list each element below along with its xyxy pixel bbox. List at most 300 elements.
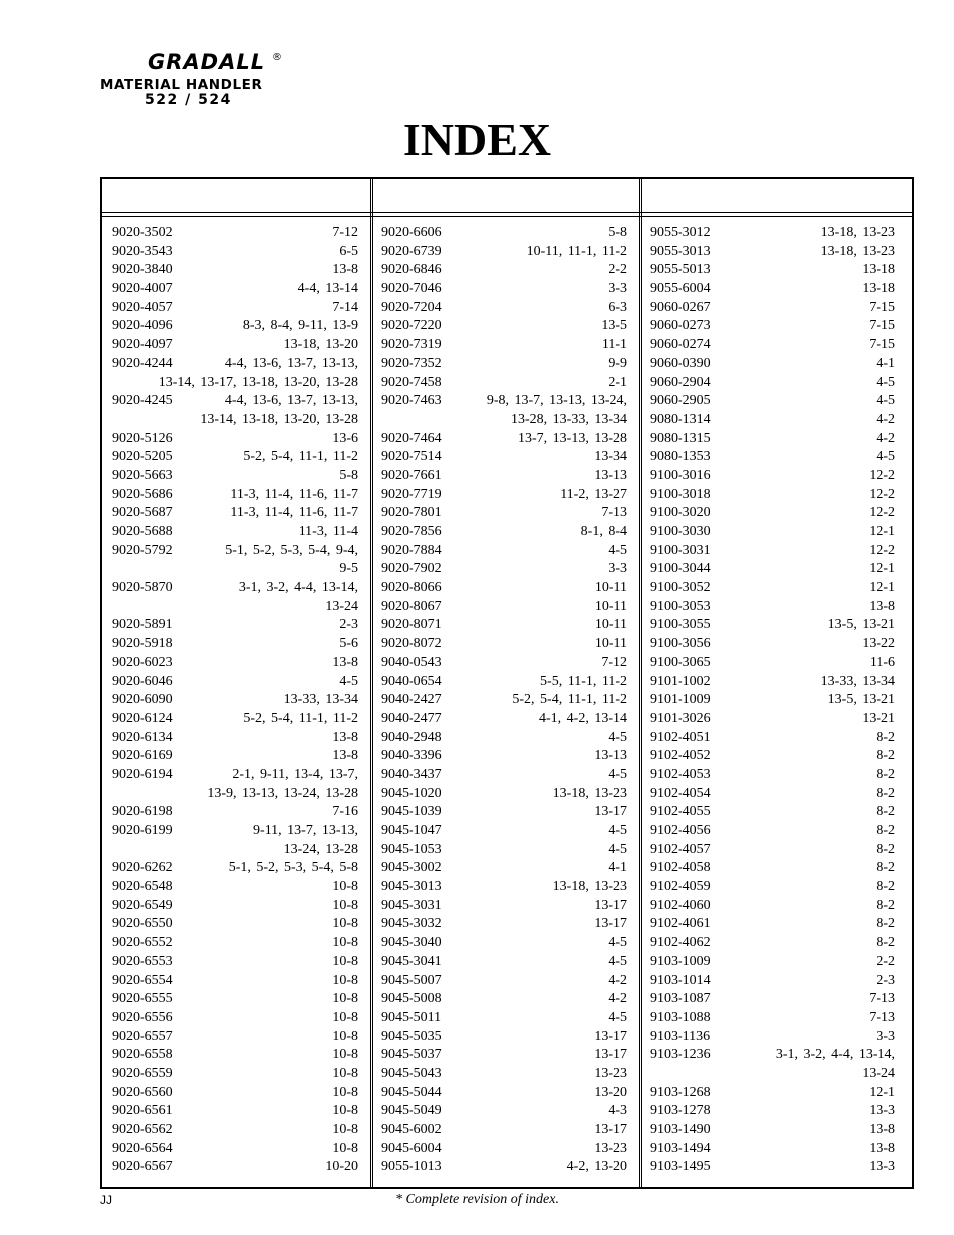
index-entry — [112, 280, 358, 299]
index-entry — [381, 448, 627, 467]
part-number: 9100-3018 — [650, 486, 711, 502]
index-entry — [381, 1140, 627, 1159]
page-reference: 13-18 — [860, 280, 895, 299]
index-entry — [381, 430, 627, 449]
index-entry — [650, 243, 895, 262]
part-number: 9020-4244 — [112, 355, 173, 371]
page-reference: 8-2 — [874, 897, 895, 916]
page-reference: 13-8 — [867, 598, 895, 617]
index-entry — [112, 1009, 358, 1028]
page-reference: 8-2 — [874, 859, 895, 878]
part-number: 9020-3543 — [112, 243, 173, 259]
part-number: 9045-6002 — [381, 1122, 442, 1137]
page-reference: 10-8 — [330, 1028, 358, 1047]
part-number: 9020-4096 — [112, 318, 173, 334]
index-entry — [650, 411, 895, 430]
part-number: 9040-3396 — [381, 748, 442, 764]
index-entry — [650, 355, 895, 374]
index-entry — [381, 504, 627, 523]
page-reference: 4-5 — [606, 1009, 627, 1028]
index-entry — [381, 878, 627, 897]
page-reference: 13-17 — [592, 803, 627, 822]
page-reference: 13-3 — [867, 1158, 895, 1177]
part-number: 9045-5043 — [381, 1065, 442, 1081]
part-number: 9020-5687 — [112, 505, 173, 521]
page-reference: 4-4, 13-14 — [296, 280, 358, 299]
page-reference: 13-18, 13-23 — [551, 878, 627, 897]
page-reference: 4-5 — [874, 448, 895, 467]
part-number: 9060-2904 — [650, 374, 711, 390]
index-entry — [650, 972, 895, 991]
page-reference: 10-11, 11-1, 11-2 — [525, 243, 627, 262]
part-number: 9020-7514 — [381, 449, 442, 465]
part-number: 9102-4060 — [650, 897, 711, 913]
page-reference: 5-1, 5-2, 5-3, 5-4, 5-8 — [227, 859, 358, 878]
page-reference: 7-12 — [330, 224, 358, 243]
part-number: 9020-7856 — [381, 524, 442, 539]
index-entry — [112, 878, 358, 897]
index-entry — [112, 934, 358, 953]
page-reference: 12-2 — [867, 486, 895, 505]
index-entry — [112, 598, 358, 617]
page-reference: 4-5 — [606, 934, 627, 953]
index-entry — [112, 972, 358, 991]
page-reference: 4-4, 13-6, 13-7, 13-13, — [223, 355, 358, 374]
logo-brand: GRADALL — [148, 50, 266, 74]
part-number: 9103-1490 — [650, 1122, 711, 1137]
page-reference: 2-3 — [337, 616, 358, 635]
page-reference: 13-8 — [330, 261, 358, 280]
page-reference: 13-6 — [330, 430, 358, 449]
part-number: 9020-6552 — [112, 935, 173, 951]
index-entry — [650, 915, 895, 934]
index-entry — [112, 579, 358, 598]
index-entry — [650, 448, 895, 467]
page-reference: 9-11, 13-7, 13-13, — [251, 822, 358, 841]
part-number: 9102-4055 — [650, 804, 711, 820]
part-number: 9040-3437 — [381, 766, 442, 782]
part-number: 9102-4057 — [650, 841, 711, 857]
part-number: 9103-1009 — [650, 953, 711, 969]
part-number: 9045-3040 — [381, 935, 442, 951]
part-number: 9045-6004 — [381, 1140, 442, 1156]
index-entry — [381, 747, 627, 766]
page-reference: 11-2, 13-27 — [558, 486, 627, 505]
part-number: 9020-7661 — [381, 467, 442, 483]
index-entry — [381, 635, 627, 654]
index-entry — [650, 317, 895, 336]
page-reference: 12-2 — [867, 542, 895, 561]
page-reference: 8-2 — [874, 785, 895, 804]
footer-note: * Complete revision of index. — [395, 1192, 559, 1207]
part-number: 9020-6262 — [112, 860, 173, 876]
part-number: 9102-4059 — [650, 879, 711, 895]
index-entry — [112, 1046, 358, 1065]
page-reference: 5-8 — [337, 467, 358, 486]
page-reference: 13-5, 13-21 — [826, 616, 895, 635]
index-entry — [650, 560, 895, 579]
index-entry — [650, 261, 895, 280]
index-entry — [112, 448, 358, 467]
part-number: 9102-4054 — [650, 785, 711, 801]
page-reference: 5-1, 5-2, 5-3, 5-4, 9-4, — [223, 542, 358, 561]
page-title: INDEX — [402, 114, 552, 165]
page-reference: 4-1 — [874, 355, 895, 374]
part-number: 9100-3020 — [650, 505, 711, 521]
index-entry — [381, 411, 627, 430]
index-entry — [381, 822, 627, 841]
index-entry — [650, 897, 895, 916]
page-reference: 7-13 — [599, 504, 627, 523]
index-entry — [650, 729, 895, 748]
page-reference: 13-13 — [592, 747, 627, 766]
index-entry — [112, 691, 358, 710]
page-reference: 4-5 — [606, 729, 627, 748]
page-reference: 3-3 — [606, 280, 627, 299]
page-reference: 3-1, 3-2, 4-4, 13-14, — [237, 579, 358, 598]
page-reference: 4-5 — [337, 673, 358, 692]
index-entry — [381, 299, 627, 318]
page-reference: 4-5 — [874, 392, 895, 411]
part-number: 9020-5688 — [112, 524, 173, 539]
part-number: 9020-6567 — [112, 1159, 173, 1175]
index-entry — [650, 822, 895, 841]
part-number: 9020-7319 — [381, 337, 442, 353]
part-number: 9055-6004 — [650, 281, 711, 297]
part-number: 9020-7458 — [381, 374, 442, 390]
page-reference: 8-2 — [874, 747, 895, 766]
index-entry — [381, 243, 627, 262]
part-number: 9020-7884 — [381, 542, 442, 558]
part-number: 9020-8071 — [381, 617, 442, 633]
part-number: 9020-6554 — [112, 972, 173, 988]
index-entry — [112, 243, 358, 262]
index-entry — [112, 430, 358, 449]
page-reference: 11-3, 11-4 — [297, 523, 358, 542]
index-entry — [650, 710, 895, 729]
part-number: 9020-8072 — [381, 636, 442, 652]
part-number: 9080-1315 — [650, 430, 711, 446]
part-number: 9020-6090 — [112, 692, 173, 708]
index-entry — [112, 523, 358, 542]
page-reference: 8-3, 8-4, 9-11, 13-9 — [241, 317, 358, 336]
index-entry — [650, 579, 895, 598]
page-reference: 9-9 — [606, 355, 627, 374]
page-reference: 13-24, 13-28 — [282, 841, 358, 860]
part-number: 9040-0543 — [381, 654, 442, 670]
index-entry — [112, 392, 358, 411]
page-reference: 4-5 — [606, 766, 627, 785]
page-reference: 13-8 — [330, 654, 358, 673]
index-entry — [112, 616, 358, 635]
part-number: 9101-1009 — [650, 692, 711, 708]
index-entry — [381, 467, 627, 486]
page-reference: 8-2 — [874, 766, 895, 785]
index-entry — [650, 934, 895, 953]
logo-registered-mark: ® — [272, 52, 282, 63]
index-entry — [112, 504, 358, 523]
page-reference: 4-2 — [874, 430, 895, 449]
index-entry — [650, 430, 895, 449]
part-number: 9102-4062 — [650, 935, 711, 951]
index-entry — [650, 616, 895, 635]
part-number: 9102-4061 — [650, 916, 711, 932]
index-entry — [381, 1121, 627, 1140]
page-reference: 11-1 — [600, 336, 627, 355]
page-reference: 12-1 — [867, 579, 895, 598]
page-reference: 10-8 — [330, 972, 358, 991]
part-number: 9020-6553 — [112, 953, 173, 969]
index-entry — [381, 859, 627, 878]
index-entry — [381, 691, 627, 710]
index-entry — [381, 1158, 627, 1177]
index-entry — [112, 953, 358, 972]
part-number: 9020-6199 — [112, 823, 173, 838]
page-reference: 2-1 — [606, 374, 627, 393]
index-entry — [381, 897, 627, 916]
page-reference: 4-5 — [606, 953, 627, 972]
part-number: 9020-3502 — [112, 225, 173, 240]
page-reference: 4-2 — [606, 972, 627, 991]
page-reference: 13-7, 13-13, 13-28 — [516, 430, 627, 449]
part-number: 9103-1494 — [650, 1140, 711, 1156]
index-entry — [112, 486, 358, 505]
index-entry — [381, 261, 627, 280]
page-reference: 13-5 — [599, 317, 627, 336]
index-entry — [112, 224, 358, 243]
index-entry — [650, 1084, 895, 1103]
part-number: 9020-4245 — [112, 393, 173, 409]
part-number: 9020-5870 — [112, 580, 173, 596]
index-entry — [650, 841, 895, 860]
index-entry — [112, 1121, 358, 1140]
part-number: 9020-6124 — [112, 710, 173, 726]
part-number: 9020-7902 — [381, 561, 442, 577]
part-number: 9040-2427 — [381, 692, 442, 708]
index-entry — [650, 635, 895, 654]
page-reference: 7-12 — [599, 654, 627, 673]
page-reference: 13-8 — [867, 1140, 895, 1159]
index-entry — [650, 374, 895, 393]
page-reference: 4-1, 4-2, 13-14 — [537, 710, 627, 729]
part-number: 9020-8066 — [381, 580, 442, 596]
part-number: 9020-6564 — [112, 1140, 173, 1156]
part-number: 9103-1278 — [650, 1103, 711, 1119]
page-reference: 13-14, 13-17, 13-18, 13-20, 13-28 — [157, 374, 358, 393]
page-reference: 2-2 — [874, 953, 895, 972]
part-number: 9102-4053 — [650, 766, 711, 782]
part-number: 9100-3044 — [650, 561, 711, 577]
page-reference: 11-3, 11-4, 11-6, 11-7 — [228, 486, 358, 505]
part-number: 9020-4097 — [112, 337, 173, 353]
page-reference: 11-6 — [868, 654, 895, 673]
page-reference: 5-2, 5-4, 11-1, 11-2 — [510, 691, 627, 710]
part-number: 9100-3056 — [650, 636, 711, 652]
part-number: 9045-5044 — [381, 1084, 442, 1100]
part-number: 9020-6739 — [381, 243, 442, 259]
part-number: 9020-6561 — [112, 1103, 173, 1119]
part-number: 9020-6606 — [381, 225, 442, 240]
index-entry — [381, 598, 627, 617]
index-entry — [650, 1065, 895, 1084]
page-reference: 13-24 — [860, 1065, 895, 1084]
index-entry — [381, 673, 627, 692]
index-entry — [650, 953, 895, 972]
part-number: 9020-7801 — [381, 505, 442, 521]
page-reference: 13-17 — [592, 1046, 627, 1065]
part-number: 9103-1014 — [650, 972, 711, 988]
index-entry — [112, 542, 358, 561]
part-number: 9102-4058 — [650, 860, 711, 876]
part-number: 9020-5126 — [112, 430, 173, 446]
index-entry — [112, 729, 358, 748]
page-reference: 13-17 — [592, 1121, 627, 1140]
page-reference: 7-13 — [867, 990, 895, 1009]
page-reference: 3-3 — [606, 560, 627, 579]
part-number: 9020-6169 — [112, 748, 173, 764]
logo-subtitle: MATERIAL HANDLER — [100, 77, 263, 93]
index-entry — [650, 280, 895, 299]
page-reference: 10-8 — [330, 953, 358, 972]
index-entry — [381, 934, 627, 953]
page-reference: 3-3 — [874, 1028, 895, 1047]
part-number: 9020-5918 — [112, 636, 173, 652]
page-reference: 9-8, 13-7, 13-13, 13-24, — [485, 392, 627, 411]
part-number: 9020-6557 — [112, 1028, 173, 1044]
index-entry — [112, 822, 358, 841]
part-number: 9055-3013 — [650, 243, 711, 259]
part-number: 9055-1013 — [381, 1159, 442, 1175]
part-number: 9020-8067 — [381, 598, 442, 614]
page-reference: 13-21 — [860, 710, 895, 729]
index-entry — [381, 280, 627, 299]
part-number: 9103-1088 — [650, 1009, 711, 1025]
page-reference: 7-13 — [867, 1009, 895, 1028]
index-entry — [112, 841, 358, 860]
part-number: 9040-2948 — [381, 729, 442, 745]
index-table — [100, 177, 914, 1189]
page-reference: 7-14 — [330, 299, 358, 318]
index-entry — [381, 841, 627, 860]
page-reference: 6-5 — [337, 243, 358, 262]
index-entry — [381, 654, 627, 673]
part-number: 9045-5007 — [381, 972, 442, 988]
index-entry — [112, 654, 358, 673]
index-entry — [112, 317, 358, 336]
page-reference: 13-23 — [592, 1140, 627, 1159]
page-reference: 12-1 — [867, 523, 895, 542]
part-number: 9103-1236 — [650, 1047, 711, 1063]
page-reference: 13-8 — [867, 1121, 895, 1140]
part-number: 9020-5663 — [112, 467, 173, 483]
part-number: 9102-4051 — [650, 729, 711, 745]
part-number: 9040-2477 — [381, 710, 442, 726]
part-number: 9045-5035 — [381, 1028, 442, 1044]
part-number: 9060-2905 — [650, 393, 711, 409]
index-entry — [650, 785, 895, 804]
logo-model: 522 / 524 — [145, 92, 232, 108]
index-entry — [381, 224, 627, 243]
page-reference: 13-18, 13-23 — [819, 243, 895, 262]
part-number: 9020-6134 — [112, 729, 173, 745]
page-reference: 10-8 — [330, 878, 358, 897]
index-entry — [650, 1121, 895, 1140]
index-entry — [112, 710, 358, 729]
page-reference: 9-5 — [337, 560, 358, 579]
page-reference: 5-5, 11-1, 11-2 — [538, 673, 627, 692]
page-reference: 11-3, 11-4, 11-6, 11-7 — [228, 504, 358, 523]
index-entry — [381, 355, 627, 374]
page-reference: 4-5 — [606, 542, 627, 561]
page-reference: 8-2 — [874, 729, 895, 748]
page-reference: 10-11 — [593, 579, 627, 598]
index-entry — [381, 710, 627, 729]
part-number: 9100-3052 — [650, 580, 711, 596]
page-reference: 4-3 — [606, 1102, 627, 1121]
index-entry — [650, 336, 895, 355]
page-reference: 13-28, 13-33, 13-34 — [509, 411, 627, 430]
page-reference: 13-18, 13-20 — [282, 336, 358, 355]
part-number: 9020-5792 — [112, 542, 173, 558]
index-entry — [381, 542, 627, 561]
part-number: 9020-6562 — [112, 1122, 173, 1137]
page-reference: 10-8 — [330, 1065, 358, 1084]
page-reference: 8-2 — [874, 878, 895, 897]
index-entry — [650, 523, 895, 542]
page-reference: 10-11 — [593, 616, 627, 635]
part-number: 9060-0273 — [650, 318, 711, 334]
part-number: 9100-3065 — [650, 654, 711, 670]
page-reference: 10-20 — [323, 1158, 358, 1177]
index-entry — [381, 616, 627, 635]
page-reference: 13-5, 13-21 — [826, 691, 895, 710]
page-reference: 10-8 — [330, 897, 358, 916]
page-reference: 4-5 — [606, 822, 627, 841]
page-reference: 8-2 — [874, 803, 895, 822]
page-reference: 13-3 — [867, 1102, 895, 1121]
index-entry — [381, 1009, 627, 1028]
page-reference: 13-18 — [860, 261, 895, 280]
page-reference: 13-9, 13-13, 13-24, 13-28 — [205, 785, 358, 804]
index-entry — [650, 747, 895, 766]
part-number: 9045-3041 — [381, 953, 442, 969]
index-entry — [112, 635, 358, 654]
page-reference: 10-8 — [330, 1046, 358, 1065]
part-number: 9102-4052 — [650, 748, 711, 764]
part-number: 9045-3002 — [381, 860, 442, 876]
index-entry — [381, 560, 627, 579]
index-entry — [650, 654, 895, 673]
page-reference: 5-2, 5-4, 11-1, 11-2 — [241, 710, 358, 729]
page-reference: 2-2 — [606, 261, 627, 280]
index-entry — [650, 859, 895, 878]
part-number: 9020-6194 — [112, 766, 173, 782]
part-number: 9020-6549 — [112, 897, 173, 913]
part-number: 9103-1087 — [650, 991, 711, 1007]
index-entry — [650, 1102, 895, 1121]
page-reference: 8-2 — [874, 822, 895, 841]
index-entry — [112, 673, 358, 692]
page-reference: 10-8 — [330, 915, 358, 934]
part-number: 9020-6846 — [381, 262, 442, 278]
part-number: 9020-6548 — [112, 879, 173, 895]
part-number: 9020-7464 — [381, 430, 442, 446]
page-reference: 8-2 — [874, 841, 895, 860]
index-entry — [381, 523, 627, 542]
part-number: 9040-0654 — [381, 673, 442, 689]
page-reference: 5-2, 5-4, 11-1, 11-2 — [241, 448, 358, 467]
index-entry — [112, 467, 358, 486]
